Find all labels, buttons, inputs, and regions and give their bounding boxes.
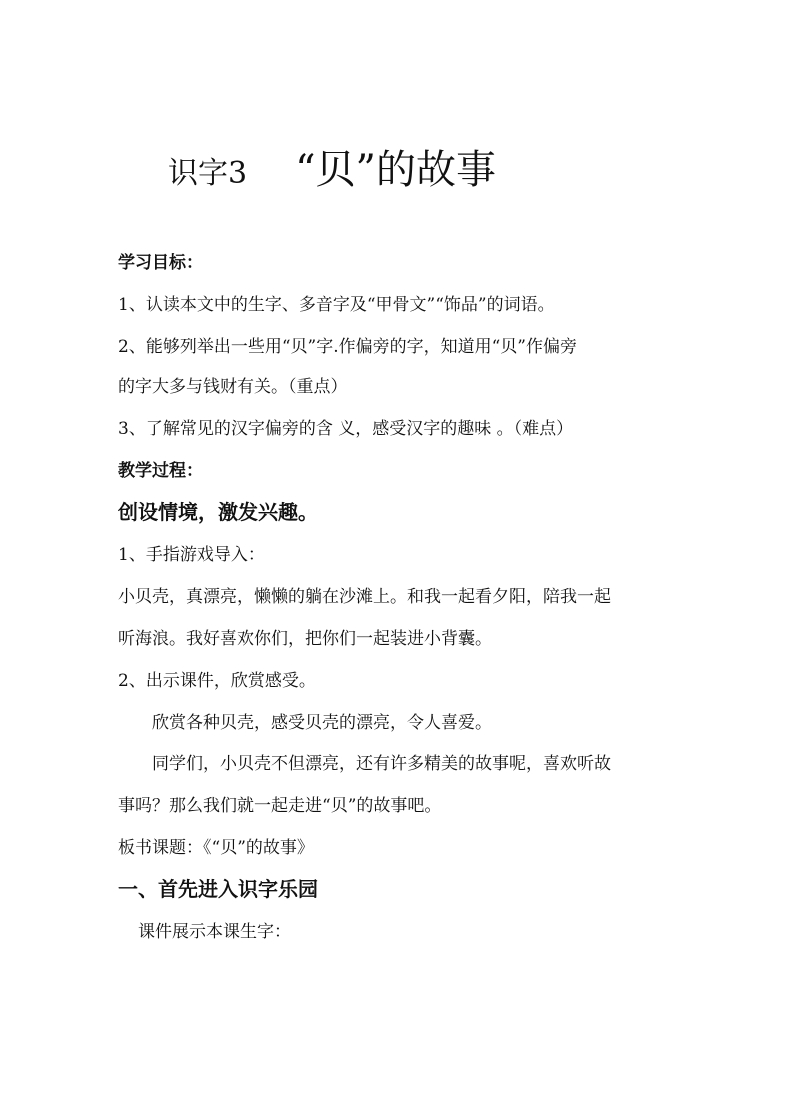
section-heading-1: 一、首先进入识字乐园 <box>118 877 318 901</box>
goal-item-1: 1、认读本文中的生字、多音字及“甲骨文”“饰品”的词语。 <box>118 295 555 315</box>
goal-item-2: 2、能够列举出一些用“贝”字.作偏旁的字，知道用“贝”作偏旁 <box>118 337 577 357</box>
goal-item-2-continued: 的字大多与钱财有关。（重点） <box>118 377 348 397</box>
paragraph-line: 听海浪。我好喜欢你们，把你们一起装进小背囊。 <box>118 629 492 649</box>
title-prefix: 识字3 <box>168 156 248 191</box>
paragraph-line: 课件展示本课生字： <box>138 922 291 942</box>
paragraph-line: 事吗？那么我们就一起走进“贝”的故事吧。 <box>118 796 442 816</box>
goal-item-3: 3、了解常见的汉字偏旁的含 义，感受汉字的趣味 。（难点） <box>118 419 574 439</box>
heading-teaching-process: 教学过程： <box>118 461 203 481</box>
paragraph-line: 同学们，小贝壳不但漂亮，还有许多精美的故事呢，喜欢听故 <box>152 754 611 774</box>
heading-learning-goals: 学习目标： <box>118 253 203 273</box>
board-title-line: 板书课题：《“贝”的故事》 <box>118 838 314 858</box>
title-main: “贝”的故事 <box>295 147 496 193</box>
paragraph-line: 欣赏各种贝壳，感受贝壳的漂亮，令人喜爱。 <box>152 713 492 733</box>
page-title <box>168 140 496 204</box>
step-item-2: 2、出示课件，欣赏感受。 <box>118 671 316 691</box>
step-item-1: 1、手指游戏导入： <box>118 545 265 565</box>
paragraph-line: 小贝壳，真漂亮，懒懒的躺在沙滩上。和我一起看夕阳，陪我一起 <box>118 587 611 607</box>
section-heading-scenario: 创设情境，激发兴趣。 <box>118 500 318 524</box>
